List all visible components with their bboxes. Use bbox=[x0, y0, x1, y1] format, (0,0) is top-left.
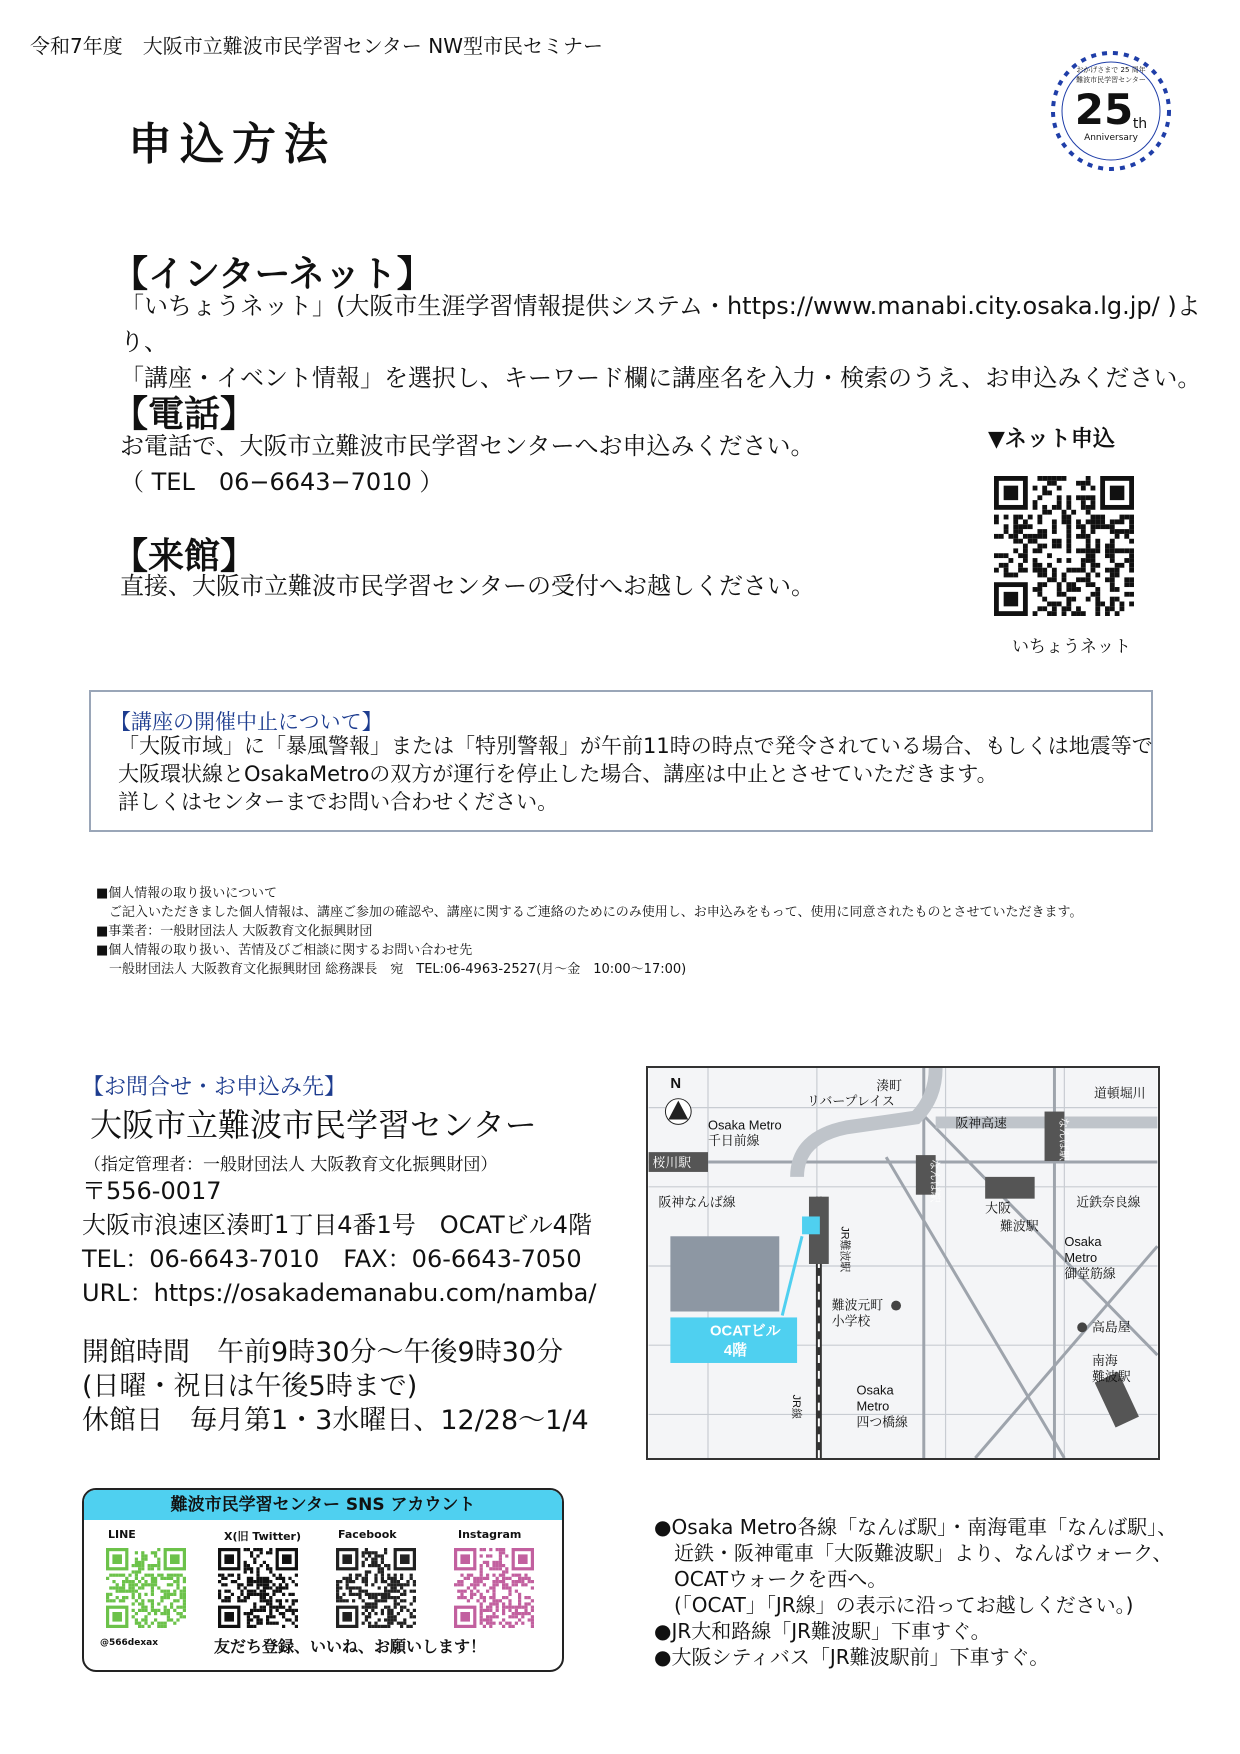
badge-suffix: th bbox=[1132, 116, 1148, 132]
page-title: 申込方法 bbox=[128, 119, 336, 170]
sns-message: 友だち登録、いいね、お願いします！ bbox=[214, 1637, 487, 1656]
access-line: ●大阪シティバス「JR難波駅前」下車すぐ。 bbox=[654, 1645, 1050, 1669]
map-osaka-namba-1: 大阪 bbox=[985, 1200, 1011, 1216]
qr-caption: いちょうネット bbox=[1012, 637, 1131, 657]
map-nankai-1: 南海 bbox=[1092, 1352, 1118, 1368]
takashimaya-marker-icon bbox=[1077, 1322, 1087, 1332]
phone-line-2: （ TEL 06−6643−7010 ） bbox=[120, 468, 444, 496]
contact-title: 【お問合せ・お申込み先】 bbox=[82, 1075, 347, 1100]
access-line: ●JR大和路線「JR難波駅」下車すぐ。 bbox=[654, 1619, 991, 1643]
x-qr-code[interactable] bbox=[218, 1548, 298, 1628]
map-dotonbori: 道頓堀川 bbox=[1094, 1085, 1146, 1101]
line-qr-code[interactable] bbox=[106, 1548, 186, 1628]
visit-heading: 【来館】 bbox=[112, 536, 257, 577]
x-label: X(旧 Twitter) bbox=[224, 1530, 301, 1543]
tel-fax: TEL：06-6643-7010 FAX：06-6643-7050 bbox=[82, 1245, 582, 1273]
map-ocat-2: 4階 bbox=[723, 1343, 747, 1360]
hours-line-1: 開館時間 午前9時30分～午後9時30分 bbox=[82, 1337, 564, 1368]
map-namba-station-1: なんば駅 bbox=[928, 1159, 941, 1203]
badge-top-text: おかげさまで 25 周年 bbox=[1076, 66, 1146, 74]
privacy-line: ■事業者：一般財団法人 大阪教育文化振興財団 bbox=[96, 924, 373, 939]
anniversary-badge bbox=[1040, 40, 1182, 182]
document-header: 令和7年度 大阪市立難波市民学習センター NW型市民セミナー bbox=[30, 34, 604, 58]
notice-body bbox=[118, 732, 1153, 816]
phone-line-1: お電話で、大阪市立難波市民学習センターへお申込みください。 bbox=[120, 432, 815, 460]
hours-line-2: (日曜・祝日は午後5時まで) bbox=[82, 1371, 418, 1402]
line-id: @566dexax bbox=[100, 1638, 159, 1648]
map-ocat-1: OCATビル bbox=[709, 1323, 781, 1340]
internet-line-2: 「講座・イベント情報」を選択し、キーワード欄に講座名を入力・検索のうえ、お申込みください。 bbox=[120, 364, 1202, 392]
notice-title: 【講座の開催中止について】 bbox=[110, 710, 383, 734]
website-url[interactable]: URL：https://osakademanabu.com/namba/ bbox=[82, 1279, 597, 1307]
map-hanshin-expressway: 阪神高速 bbox=[955, 1115, 1007, 1131]
badge-number: 25 bbox=[1074, 85, 1134, 134]
access-line: 近鉄・阪神電車「大阪難波駅」より、なんばウォーク、 bbox=[654, 1541, 1173, 1565]
map-metro-label: Osaka Metro bbox=[708, 1117, 782, 1133]
access-line: OCATウォークを西へ。 bbox=[654, 1567, 888, 1591]
map-hanshin-line: 阪神なんば線 bbox=[658, 1194, 736, 1210]
access-line: ●Osaka Metro各線「なんば駅」・南海電車「なんば駅」、 bbox=[654, 1515, 1178, 1539]
sns-accounts-box bbox=[82, 1488, 564, 1672]
instagram-qr-code[interactable] bbox=[454, 1548, 534, 1628]
privacy-line: ■個人情報の取り扱いについて bbox=[96, 886, 278, 901]
map-school-1: 難波元町 bbox=[831, 1297, 884, 1313]
map-midosuji-1: Osaka bbox=[1064, 1234, 1102, 1250]
privacy-line: ご記入いただきました個人情報は、講座ご参加の確認や、講座に関するご連絡のためにのみ使用し、お申込みをもって、使用に同意されたものとさせていただきます。 bbox=[96, 905, 1083, 920]
internet-heading: 【インターネット】 bbox=[112, 254, 433, 295]
notice-line-1: 「大阪市域」に「暴風警報」または「特別警報」が午前11時の時点で発令されている場合、もしくは地震等で bbox=[118, 734, 1153, 758]
school-marker-icon bbox=[891, 1301, 901, 1311]
postal-code: 〒556-0017 bbox=[82, 1177, 222, 1205]
line-label: LINE bbox=[108, 1528, 136, 1541]
map-kintetsu-line: 近鉄奈良線 bbox=[1076, 1194, 1141, 1210]
center-name: 大阪市立難波市民学習センター bbox=[90, 1106, 537, 1144]
notice-line-2: 大阪環状線とOsakaMetroの双方が運行を停止した場合、講座は中止とさせていただきます。 bbox=[118, 762, 998, 786]
privacy-line: ■個人情報の取り扱い、苦情及びご相談に関するお問い合わせ先 bbox=[96, 943, 473, 958]
map-namba-station-2: なんば駅 bbox=[1057, 1117, 1070, 1161]
ichou-net-qr-code[interactable] bbox=[994, 476, 1134, 616]
access-directions bbox=[654, 1514, 1177, 1670]
access-map bbox=[646, 1066, 1160, 1460]
map-midosuji-3: 御堂筋線 bbox=[1064, 1265, 1116, 1281]
facebook-label: Facebook bbox=[338, 1528, 397, 1541]
net-apply-label: ▼ネット申込 bbox=[988, 427, 1115, 452]
visit-line-1: 直接、大阪市立難波市民学習センターの受付へお越しください。 bbox=[120, 572, 816, 600]
privacy-notes bbox=[96, 884, 1082, 979]
phone-text bbox=[120, 428, 815, 500]
internet-line-1: 「いちょうネット」(大阪市生涯学習情報提供システム・https://www.manabi.city.osaka.lg.jp/ )より、 bbox=[120, 292, 1201, 356]
notice-line-3: 詳しくはセンターまでお問い合わせください。 bbox=[118, 790, 559, 814]
map-yotsubashi-1: Osaka bbox=[856, 1382, 894, 1398]
map-school-2: 小学校 bbox=[831, 1313, 871, 1329]
map-nankai-2: 難波駅 bbox=[1092, 1368, 1131, 1384]
sns-title: 難波市民学習センター SNS アカウント bbox=[84, 1490, 562, 1520]
facebook-qr-code[interactable] bbox=[336, 1548, 416, 1628]
map-jr-line: JR線 bbox=[790, 1394, 803, 1419]
map-yotsubashi-2: Metro bbox=[856, 1398, 890, 1414]
map-minatomachi: 湊町 bbox=[876, 1077, 902, 1093]
map-midosuji-2: Metro bbox=[1064, 1250, 1098, 1266]
map-yotsubashi-3: 四つ橋線 bbox=[856, 1414, 908, 1430]
address: 大阪市浪速区湊町1丁目4番1号 OCATビル4階 bbox=[82, 1211, 592, 1239]
map-north-label: N bbox=[670, 1075, 682, 1092]
map-jr-namba: JR難波駅 bbox=[838, 1226, 851, 1273]
map-sennichimae-line: 千日前線 bbox=[708, 1133, 760, 1149]
phone-heading: 【電話】 bbox=[112, 394, 257, 435]
privacy-line: 一般財団法人 大阪教育文化振興財団 総務課長 宛 TEL:06-4963-2527(月〜金 10:00〜17:00) bbox=[96, 962, 687, 977]
closed-days: 休館日 毎月第1・3水曜日、12/28～1/4 bbox=[82, 1405, 589, 1436]
map-takashimaya: 高島屋 bbox=[1092, 1319, 1131, 1335]
access-line: (「OCAT」「JR線」の表示に沿ってお越しください。) bbox=[654, 1593, 1134, 1617]
instagram-label: Instagram bbox=[458, 1528, 522, 1541]
opening-hours bbox=[82, 1336, 589, 1438]
badge-sub: Anniversary bbox=[1084, 133, 1138, 143]
badge-center-name: 難波市民学習センター bbox=[1076, 76, 1146, 84]
designated-manager: （指定管理者：一般財団法人 大阪教育文化振興財団） bbox=[84, 1155, 498, 1175]
internet-text bbox=[120, 288, 1240, 396]
map-sakuragawa-station: 桜川駅 bbox=[652, 1154, 692, 1170]
map-osaka-namba-2: 難波駅 bbox=[1000, 1218, 1039, 1234]
contact-info bbox=[82, 1174, 596, 1310]
map-riverplace: リバープレイス bbox=[806, 1093, 895, 1109]
